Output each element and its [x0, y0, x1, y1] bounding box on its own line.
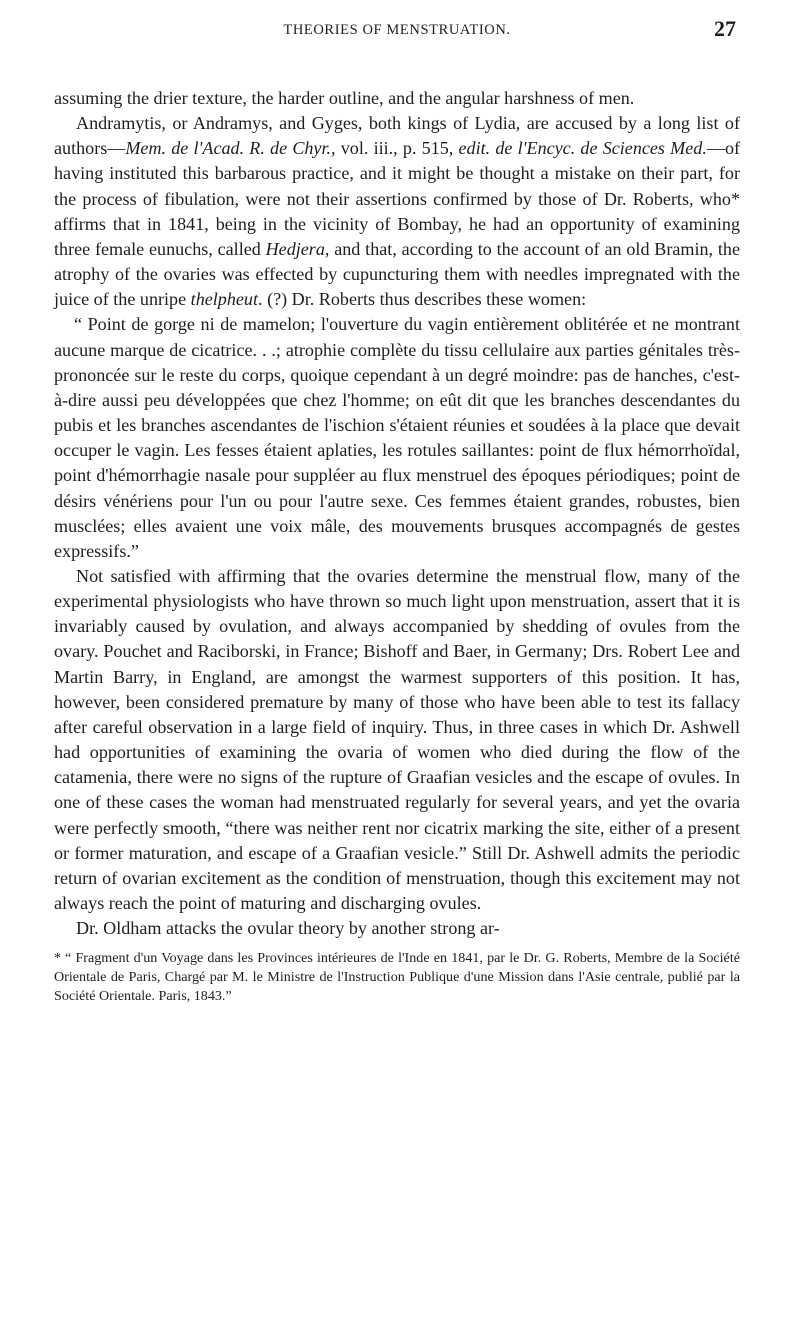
running-title: THEORIES OF MENSTRUATION.: [283, 22, 511, 38]
paragraph-oldham: Dr. Oldham attacks the ovular theory by another strong ar-: [76, 918, 500, 939]
paragraph-andramytis: [54, 111, 740, 312]
running-head: [54, 18, 740, 46]
footnote-text: “ Fragment d'un Voyage dans les Provinces intérieures de l'Inde en 1841, par le Dr. G. Roberts, Membre de la Société Orientale de Paris, Chargé par M. le Ministre de l'Instruction Publique d'une Mission dans l'Asie centrale, publié par la Société Orientale. Paris, 1843.”: [54, 950, 740, 1004]
body-text: [54, 86, 740, 941]
paragraph-continuation: assuming the drier texture, the harder outline, and the angular harshness of men.: [54, 88, 635, 108]
para2-text-a: Andramytis, or Andramys, and Gyges, both kings of Lydia, are accused by a long list of authors—: [54, 113, 740, 159]
para2-text-b: vol. iii., p. 515,: [335, 138, 459, 159]
para2-text-e: . (?) Dr. Roberts thus describes these women:: [258, 289, 587, 310]
footnote: [54, 949, 740, 1005]
para2-term-hedjera: Hedjera: [265, 238, 325, 259]
para2-term-thelpheut: thelpheut: [190, 289, 259, 310]
paragraph-ovulation: Not satisfied with affirming that the ovaries determine the menstrual flow, many of the experimental physiologists who have thrown so much light upon menstruation, assert that it is invariably caused by ovulation, and always accompanied by shedding of ovules from the ovary. Pouchet and Raciborski, in France; Bishoff and Baer, in Germany; Drs. Robert Lee and Martin Barry, in England, are amongst the warmest supporters of this position. It has, however, been considered premature by many of those who have been able to test its fallacy after careful observation in a large field of inquiry. Thus, in three cases in which Dr. Ashwell had opportunities of examining the ovaria of women who died during the flow of the catamenia, there were no signs of the rupture of Graafian vesicles and the escape of ovules. In one of these cases the woman had menstruated regularly for several years, and yet the ovaria were perfectly smooth, “there was neither rent nor cicatrix marking the site, either of a present or former maturation, and escape of a Graafian vesicle.” Still Dr. Ashwell admits the periodic return of ovarian excitement as the condition of menstruation, though this excitement may not always reach the point of maturing and discharging ovules.: [54, 565, 740, 913]
para2-citation: Mem. de l'Acad. R. de Chyr.,: [125, 138, 336, 159]
french-quotation: “ Point de gorge ni de mamelon; l'ouverture du vagin entièrement oblitérée et ne montrant aucune marque de cicatrice. . .; atrophie complète du tissu cellulaire aux parties génitales très-prononcée sur le reste du corps, quoique cependant à un degré moindre: pas de hanches, c'est-à-dire aussi peu développées que chez l'homme; on eût dit que les branches descendantes du pubis et les branches ascendantes de l'ischion s'étaient réunies et soudées à la place que devait occuper le vagin. Les fesses étaient aplaties, les rotules saillantes: point de flux hémorrhoïdal, point d'hémorrhagie nasale pour suppléer au flux menstruel des époques périodiques; point de désirs vénériens pour l'un ou pour l'autre sexe. Ces femmes étaient grandes, robustes, bien musclées; elles avaient une voix mâle, des mouvements brusques accompagnés de gestes expressifs.”: [54, 314, 740, 561]
page-number: 27: [714, 16, 736, 41]
para2-text-c: —of having instituted this barbarous practice, and it might be thought a mistake on their part, for the process of fibulation, were not their assertions confirmed by those of Dr. Roberts, who* affirms that in 1841, being in the vicinity of Bombay, he had an opportunity of examining three female eunuchs, called: [54, 138, 741, 259]
para2-text-d: , and that, according to the account of an old Bramin, the atrophy of the ovaries was effected by cupuncturing them with needles impregnated with the juice of the unripe: [54, 238, 740, 310]
para2-citation-2: edit. de l'Encyc. de Sciences Med.: [458, 138, 707, 159]
footnote-mark: *: [54, 950, 62, 967]
